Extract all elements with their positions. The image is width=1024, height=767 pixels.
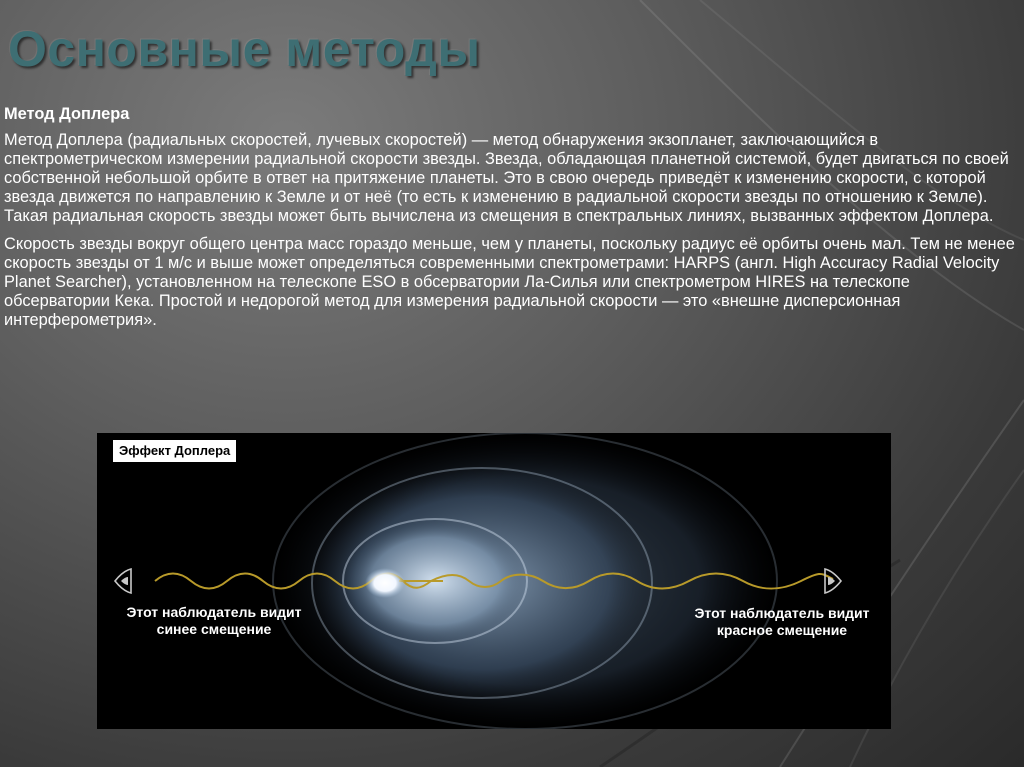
doppler-illustration bbox=[97, 433, 891, 729]
slide-title: Основные методы bbox=[8, 21, 481, 77]
doppler-effect-figure bbox=[97, 433, 891, 729]
right-observer-line1: Этот наблюдатель видит bbox=[694, 605, 870, 621]
right-observer-caption bbox=[669, 605, 891, 639]
figure-label: Эффект Доплера bbox=[113, 440, 236, 462]
slide-body bbox=[4, 105, 1016, 339]
section-heading: Метод Доплера bbox=[4, 105, 130, 123]
left-observer-caption bbox=[99, 604, 329, 638]
left-observer-line2: синее смещение bbox=[156, 621, 272, 637]
right-observer-line2: красное смещение bbox=[716, 622, 848, 638]
paragraph-doppler-definition: Метод Доплера (радиальных скоростей, лучевых скоростей) — метод обнаружения экзопланет, заключающийся в спектрометрическом измерении радиальной скорости звезды. Звезда, обладающая планетной системой, будет двигаться по своей собственной небольшой орбите в ответ на притяжение планеты. Это в свою очередь приведёт к изменению скорости, с которой звезда движется по направлению к Земле и от неё (то есть к изменению в радиальной скорости звезды по отношению к Земле). Такая радиальная скорость звезды может быть вычислена из смещения в спектральных линиях, вызванных эффектом Доплера. bbox=[4, 131, 1009, 225]
eye-right-icon bbox=[825, 569, 841, 593]
eye-left-icon bbox=[115, 569, 131, 593]
left-observer-line1: Этот наблюдатель видит bbox=[126, 604, 302, 620]
paragraph-star-velocity: Скорость звезды вокруг общего центра масс гораздо меньше, чем у планеты, поскольку радиус её орбиты очень мал. Тем не менее скорость звезды от 1 м/с и выше может определяться современными спектрометрами: HARPS (англ. High Accuracy Radial Velocity Planet Searcher), установленном на телескопе ESO в обсерватории Ла-Силья или спектрометром HIRES на телескопе обсерватории Кека. Простой и недорогой метод для измерения радиальной скорости — это «внешне дисперсионная интерферометрия». bbox=[4, 235, 1015, 329]
star bbox=[365, 568, 405, 598]
